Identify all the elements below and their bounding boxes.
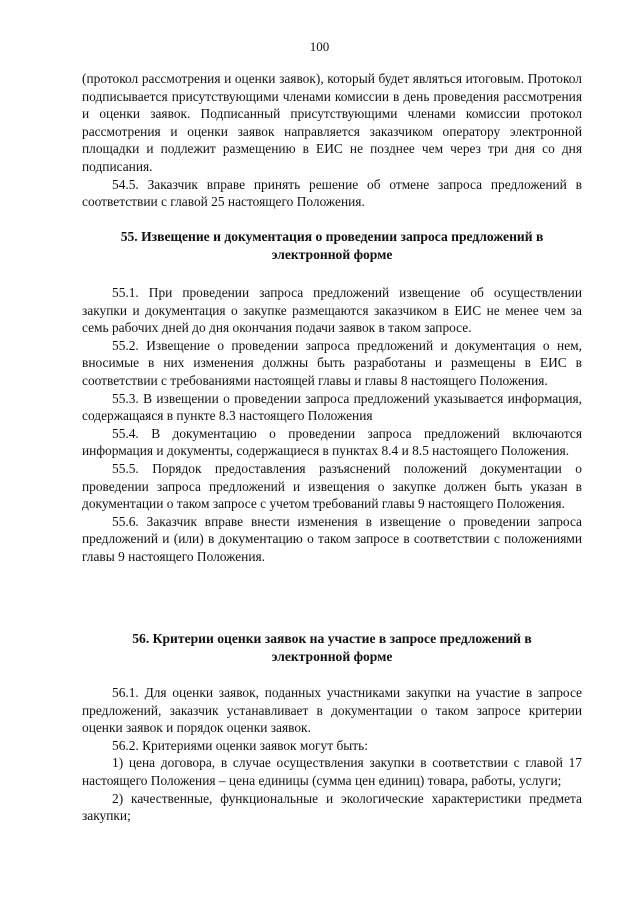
paragraph-55-3: 55.3. В извещении о проведении запроса предложений указывается информация, содержащаяся в пункте 8.3 настоящего Положения [82, 390, 582, 424]
section-56-body [82, 684, 582, 825]
paragraph-54-5: 54.5. Заказчик вправе принять решение об отмене запроса предложений в соответствии с главой 25 настоящего Положения. [82, 176, 582, 210]
list-item-56-2-1: 1) цена договора, в случае осуществления закупки в соответствии с главой 17 настоящего Положения – цена единицы (сумма цен единиц) товара, работы, услуги; [82, 755, 582, 788]
paragraph-55-2: 55.2. Извещение о проведении запроса предложений и документация о нем, вносимые в них изменения должны быть разработаны и размещены в ЕИС в соответствии с требованиями настоящей главы и главы 8 настоящего Положения. [82, 337, 582, 388]
section-54-tail [82, 70, 582, 211]
paragraph-55-1: 55.1. При проведении запроса предложений извещение об осуществлении закупки и документация о закупке размещаются заказчиком в ЕИС не менее чем за семь рабочих дней до дня окончания подачи заявок в таком запросе. [82, 285, 582, 336]
list-item-56-2-2: 2) качественные, функциональные и экологические характеристики предмета закупки; [82, 790, 582, 824]
continued-paragraph: (протокол рассмотрения и оценки заявок), который будет являться итоговым. Протокол подписывается присутствующими членами комиссии в день проведения рассмотрения и оценки заявок. Подписанный присутствующими членами комиссии протокол рассмотрения и оценки заявок направляется заказчиком оператору электронной площадки и подлежит размещению в ЕИС не позднее чем через три дня со дня подписания. [82, 71, 582, 174]
page-number: 100 [309, 39, 330, 54]
paragraph-56-1: 56.1. Для оценки заявок, поданных участниками закупки на участие в запросе предложений, заказчик устанавливает в документации о таком запросе критерии оценки заявок и порядок оценки заявок. [82, 685, 582, 736]
paragraph-55-5: 55.5. Порядок предоставления разъяснений положений документации о проведении запроса предложений и извещения о закупке должен быть указан в документации о таком запросе с учетом требований главы 9 настоящего Положения. [82, 460, 582, 512]
paragraph-55-4: 55.4. В документацию о проведении запроса предложений включаются информация и документы, содержащиеся в пунктах 8.4 и 8.5 настоящего Положения. [82, 425, 582, 459]
paragraph-55-6: 55.6. Заказчик вправе внести изменения в извещение о проведении запроса предложений и (или) в документацию о таком запросе в соответствии с положениями главы 9 настоящего Положения. [82, 513, 582, 564]
paragraph-56-2: 56.2. Критериями оценки заявок могут быть: [112, 737, 368, 753]
section-55-title-line2: электронной форме [271, 247, 393, 262]
section-55-body [82, 284, 582, 566]
section-56-title-line1: 56. Критерии оценки заявок на участие в запросе предложений в [132, 631, 532, 646]
section-56-title-line2: электронной форме [271, 649, 393, 664]
section-55-title-line1: 55. Извещение и документация о проведении запроса предложений в [120, 229, 544, 244]
